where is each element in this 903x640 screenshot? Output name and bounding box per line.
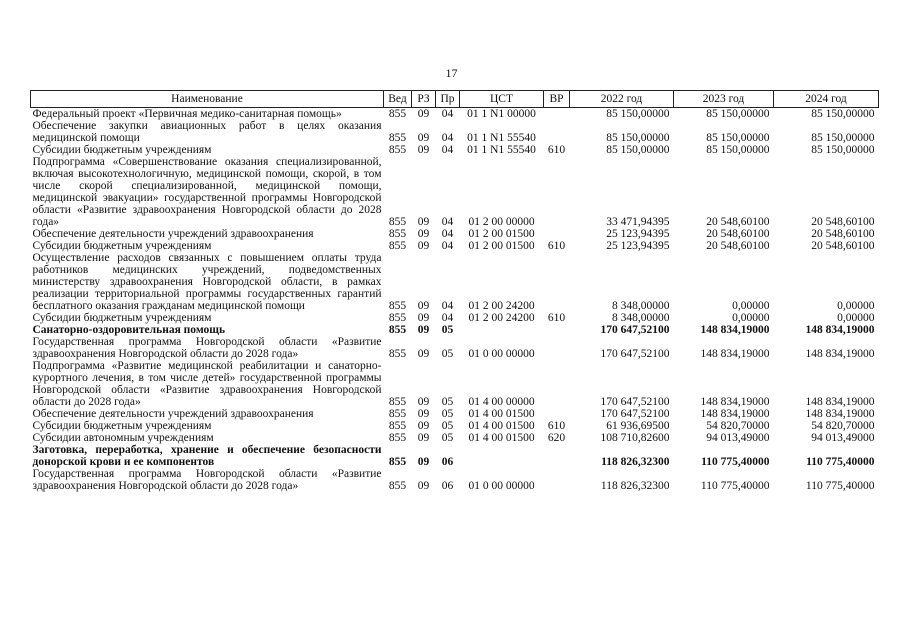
row-rz: 09 xyxy=(417,432,430,444)
header-vr: ВР xyxy=(544,91,570,108)
row-2022: 61 936,69500 xyxy=(606,420,670,432)
row-2024: 0,00000 xyxy=(837,312,875,324)
row-rz: 09 xyxy=(417,456,430,468)
row-rz: 09 xyxy=(417,480,430,492)
row-name: Заготовка, переработка, хранение и обеспечение безопасности донорской крови и ее компонентов xyxy=(32,444,382,468)
row-2024: 110 775,40000 xyxy=(805,480,875,492)
row-name: Подпрограмма «Совершенствование оказания специализированной, включая высокотехнологичную, медицинской помощи, скорой, в том числе скорой специализированной, медицинской помощи, медицинской эвакуации» государственной программы Новгородской области «Развитие здравоохранения Новгородской области до 2028 года» xyxy=(32,156,382,228)
row-pr: 04 xyxy=(441,108,454,120)
row-2023: 85 150,00000 xyxy=(706,132,770,144)
row-rz: 09 xyxy=(417,408,430,420)
row-name: Субсидии бюджетным учреждениям xyxy=(32,240,212,252)
row-2023: 54 820,70000 xyxy=(706,420,770,432)
row-2023: 0,00000 xyxy=(732,300,770,312)
row-rz: 09 xyxy=(417,324,430,336)
row-2023: 148 834,19000 xyxy=(700,324,770,336)
row-ved: 855 xyxy=(388,240,407,252)
row-2022: 25 123,94395 xyxy=(606,228,670,240)
row-cst: 01 2 00 24200 xyxy=(468,312,535,324)
row-cst: 01 4 00 01500 xyxy=(468,408,535,420)
row-2024: 0,00000 xyxy=(837,300,875,312)
row-pr: 04 xyxy=(441,300,454,312)
row-2023: 94 013,49000 xyxy=(706,432,770,444)
table-row xyxy=(31,360,879,408)
row-2022: 33 471,94395 xyxy=(606,216,670,228)
row-vr xyxy=(544,252,570,312)
table-row xyxy=(31,444,879,468)
row-cst: 01 4 00 01500 xyxy=(468,420,535,432)
table-row xyxy=(31,228,879,240)
row-2022: 170 647,52100 xyxy=(600,348,670,360)
row-rz: 09 xyxy=(417,108,430,120)
row-name: Субсидии бюджетным учреждениям xyxy=(32,420,212,432)
row-vr: 620 xyxy=(547,432,566,444)
row-2024: 54 820,70000 xyxy=(811,420,875,432)
row-pr: 05 xyxy=(441,348,454,360)
row-cst: 01 0 00 00000 xyxy=(468,348,535,360)
row-pr: 04 xyxy=(441,132,454,144)
row-2022: 85 150,00000 xyxy=(606,144,670,156)
table-row xyxy=(31,120,879,144)
row-2023: 110 775,40000 xyxy=(701,456,770,468)
row-2022: 170 647,52100 xyxy=(600,396,670,408)
table-row xyxy=(31,108,879,121)
table-row xyxy=(31,144,879,156)
row-ved: 855 xyxy=(388,312,407,324)
table-row xyxy=(31,420,879,432)
row-vr xyxy=(544,324,570,336)
row-ved: 855 xyxy=(388,396,407,408)
row-vr xyxy=(544,444,570,468)
row-ved: 855 xyxy=(388,324,407,336)
row-cst: 01 1 N1 00000 xyxy=(467,108,536,120)
table-row xyxy=(31,336,879,360)
row-name: Обеспечение деятельности учреждений здравоохранения xyxy=(32,228,314,240)
header-2024: 2024 год xyxy=(774,91,879,108)
row-name: Обеспечение деятельности учреждений здравоохранения xyxy=(32,408,314,420)
row-ved: 855 xyxy=(388,132,407,144)
row-2022: 25 123,94395 xyxy=(606,240,670,252)
table-row xyxy=(31,156,879,228)
row-vr xyxy=(544,228,570,240)
row-2024: 94 013,49000 xyxy=(811,432,875,444)
table-row xyxy=(31,408,879,420)
row-2024: 110 775,40000 xyxy=(806,456,875,468)
table-row xyxy=(31,432,879,444)
row-2022: 170 647,52100 xyxy=(600,324,670,336)
row-rz: 09 xyxy=(417,240,430,252)
row-name: Обеспечение закупки авиационных работ в целях оказания медицинской помощи xyxy=(32,120,382,144)
row-2024: 148 834,19000 xyxy=(805,348,875,360)
row-name: Субсидии бюджетным учреждениям xyxy=(32,312,212,324)
row-pr: 05 xyxy=(441,408,454,420)
row-ved: 855 xyxy=(388,456,407,468)
row-vr: 610 xyxy=(547,144,566,156)
row-2024: 20 548,60100 xyxy=(811,240,875,252)
row-cst: 01 2 00 24200 xyxy=(468,300,535,312)
row-ved: 855 xyxy=(388,480,407,492)
row-cst xyxy=(460,444,544,468)
row-cst: 01 0 00 00000 xyxy=(468,480,535,492)
header-cst: ЦСТ xyxy=(460,91,544,108)
header-ved: Вед xyxy=(384,91,412,108)
row-cst xyxy=(460,324,544,336)
row-pr: 04 xyxy=(441,312,454,324)
table-row xyxy=(31,468,879,492)
row-2022: 118 826,32300 xyxy=(600,480,670,492)
budget-table xyxy=(30,90,879,492)
row-ved: 855 xyxy=(388,216,407,228)
row-vr xyxy=(544,360,570,408)
row-cst: 01 2 00 01500 xyxy=(468,240,535,252)
row-vr: 610 xyxy=(547,312,566,324)
row-cst: 01 1 N1 55540 xyxy=(467,144,536,156)
row-2024: 148 834,19000 xyxy=(805,396,875,408)
row-2023: 85 150,00000 xyxy=(706,144,770,156)
header-pr: Пр xyxy=(436,91,460,108)
row-name: Осуществление расходов связанных с повышением оплаты труда работников медицинских учреждений, подведомственных министерству здравоохранения Новгородской области, в рамках реализации территориальной программы государственных гарантий бесплатного оказания гражданам медицинской помощи xyxy=(32,252,382,312)
row-2024: 85 150,00000 xyxy=(811,132,875,144)
row-rz: 09 xyxy=(417,132,430,144)
row-pr: 05 xyxy=(441,324,454,336)
row-pr: 06 xyxy=(441,480,454,492)
row-rz: 09 xyxy=(417,228,430,240)
row-2022: 170 647,52100 xyxy=(600,408,670,420)
row-pr: 05 xyxy=(441,420,454,432)
row-2024: 148 834,19000 xyxy=(805,408,875,420)
row-2023: 0,00000 xyxy=(732,312,770,324)
row-name: Субсидии бюджетным учреждениям xyxy=(32,144,212,156)
row-2024: 20 548,60100 xyxy=(811,216,875,228)
header-2022: 2022 год xyxy=(570,91,674,108)
row-cst: 01 4 00 00000 xyxy=(468,396,535,408)
row-2023: 110 775,40000 xyxy=(700,480,770,492)
table-body xyxy=(31,108,879,493)
row-2023: 20 548,60100 xyxy=(706,216,770,228)
row-cst: 01 4 00 01500 xyxy=(468,432,535,444)
table-row xyxy=(31,324,879,336)
row-2022: 108 710,82600 xyxy=(600,432,670,444)
row-2024: 148 834,19000 xyxy=(805,324,875,336)
row-2023: 20 548,60100 xyxy=(706,228,770,240)
header-name: Наименование xyxy=(31,91,384,108)
row-ved: 855 xyxy=(388,228,407,240)
row-cst: 01 2 00 00000 xyxy=(468,216,535,228)
row-ved: 855 xyxy=(388,108,407,120)
row-ved: 855 xyxy=(388,420,407,432)
row-rz: 09 xyxy=(417,144,430,156)
row-pr: 05 xyxy=(441,432,454,444)
row-vr xyxy=(544,336,570,360)
row-2024: 85 150,00000 xyxy=(811,108,875,120)
row-2023: 85 150,00000 xyxy=(706,108,770,120)
row-name: Государственная программа Новгородской области «Развитие здравоохранения Новгородской области до 2028 года» xyxy=(32,468,382,492)
row-pr: 06 xyxy=(441,456,454,468)
row-rz: 09 xyxy=(417,312,430,324)
row-rz: 09 xyxy=(417,348,430,360)
row-ved: 855 xyxy=(388,432,407,444)
table-header xyxy=(31,91,879,108)
page-number: 17 xyxy=(445,66,458,80)
row-vr xyxy=(544,156,570,228)
row-vr xyxy=(544,468,570,492)
row-rz: 09 xyxy=(417,420,430,432)
row-2022: 118 826,32300 xyxy=(601,456,670,468)
row-2022: 85 150,00000 xyxy=(606,108,670,120)
row-ved: 855 xyxy=(388,144,407,156)
row-cst: 01 2 00 01500 xyxy=(468,228,535,240)
row-rz: 09 xyxy=(417,396,430,408)
row-name: Подпрограмма «Развитие медицинской реабилитации и санаторно-курортного лечения, в том числе детей» государственной программы Новгородской области «Развитие здравоохранения Новгородской области до 2028 года» xyxy=(32,360,382,408)
row-pr: 04 xyxy=(441,216,454,228)
row-ved: 855 xyxy=(388,348,407,360)
row-rz: 09 xyxy=(417,216,430,228)
row-2023: 148 834,19000 xyxy=(700,396,770,408)
row-vr: 610 xyxy=(547,420,566,432)
row-name: Санаторно-оздоровительная помощь xyxy=(32,324,226,336)
row-name: Субсидии автономным учреждениям xyxy=(32,432,214,444)
row-2024: 20 548,60100 xyxy=(811,228,875,240)
row-vr xyxy=(544,108,570,121)
row-ved: 855 xyxy=(388,300,407,312)
row-pr: 05 xyxy=(441,396,454,408)
row-vr: 610 xyxy=(547,240,566,252)
row-2023: 148 834,19000 xyxy=(700,408,770,420)
row-pr: 04 xyxy=(441,144,454,156)
row-2024: 85 150,00000 xyxy=(811,144,875,156)
header-rz: РЗ xyxy=(412,91,436,108)
row-pr: 04 xyxy=(441,228,454,240)
row-2022: 85 150,00000 xyxy=(606,132,670,144)
row-2023: 20 548,60100 xyxy=(706,240,770,252)
row-2023: 148 834,19000 xyxy=(700,348,770,360)
row-2022: 8 348,00000 xyxy=(612,312,670,324)
row-rz: 09 xyxy=(417,300,430,312)
row-pr: 04 xyxy=(441,240,454,252)
table-row xyxy=(31,240,879,252)
table-row xyxy=(31,252,879,312)
row-cst: 01 1 N1 55540 xyxy=(467,132,536,144)
row-ved: 855 xyxy=(388,408,407,420)
row-name: Федеральный проект «Первичная медико-санитарная помощь» xyxy=(32,108,342,120)
row-2022: 8 348,00000 xyxy=(612,300,670,312)
row-name: Государственная программа Новгородской области «Развитие здравоохранения Новгородской области до 2028 года» xyxy=(32,336,382,360)
table-row xyxy=(31,312,879,324)
row-vr xyxy=(544,120,570,144)
header-2023: 2023 год xyxy=(674,91,774,108)
row-vr xyxy=(544,408,570,420)
